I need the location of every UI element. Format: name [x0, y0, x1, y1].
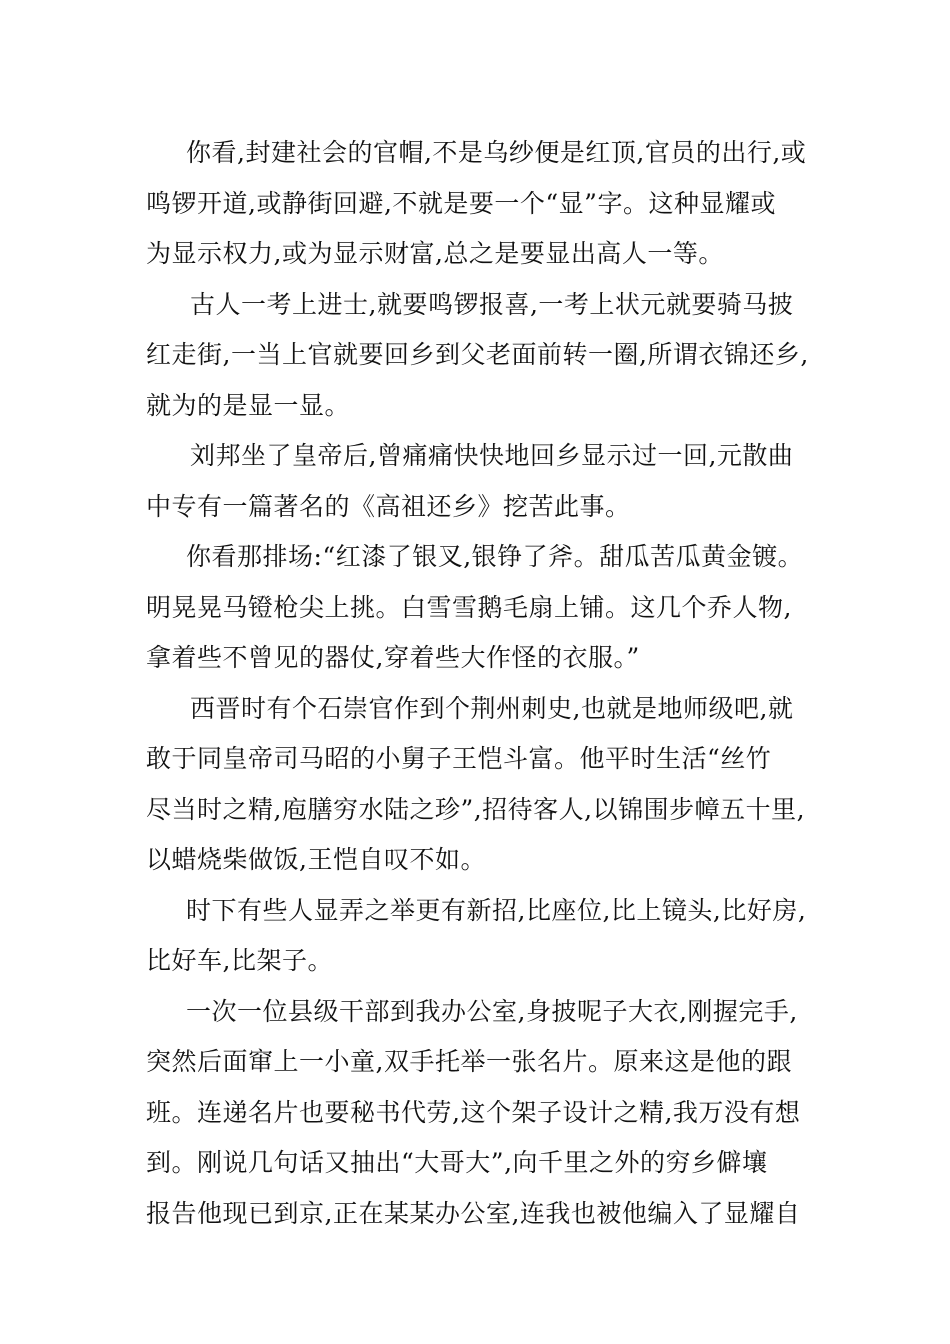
text-line: 敢于同皇帝司马昭的小舅子王恺斗富。他平时生活“丝竹: [146, 744, 772, 773]
text-line: 你看,封建社会的官帽,不是乌纱便是红顶,官员的出行,或: [186, 138, 807, 167]
text-line: 时下有些人显弄之举更有新招,比座位,比上镜头,比好房,: [186, 895, 807, 925]
text-line: 西晋时有个石崇官作到个荆州刺史,也就是地师级吧,就: [190, 693, 794, 723]
text-line: 以蜡烧柴做饭,王恺自叹不如。: [146, 845, 486, 874]
text-line: 拿着些不曾见的器仗,穿着些大作怪的衣服。”: [146, 643, 640, 672]
text-line: 突然后面窜上一小童,双手托举一张名片。原来这是他的跟: [146, 1047, 792, 1076]
text-line: 鸣锣开道,或静街回避,不就是要一个“显”字。这种显耀或: [146, 188, 776, 218]
text-line: 报告他现已到京,正在某某办公室,连我也被他编入了显耀自: [146, 1198, 801, 1228]
text-line: 红走街,一当上官就要回乡到父老面前转一圈,所谓衣锦还乡,: [146, 340, 809, 369]
text-line: 尽当时之精,庖膳穷水陆之珍”,招待客人,以锦围步幛五十里,: [146, 794, 806, 824]
text-line: 一次一位县级干部到我办公室,身披呢子大衣,刚握完手,: [186, 996, 798, 1026]
body-text: [146, 128, 811, 1239]
text-line: 比好车,比架子。: [146, 946, 333, 975]
text-line: 班。连递名片也要秘书代劳,这个架子设计之精,我万没有想: [146, 1097, 801, 1127]
text-line: 为显示权力,或为显示财富,总之是要显出高人一等。: [146, 239, 724, 268]
text-line: 你看那排场:“红漆了银叉,银铮了斧。甜瓜苦瓜黄金镀。: [186, 542, 804, 571]
text-line: 明晃晃马镫枪尖上挑。白雪雪鹅毛扇上铺。这几个乔人物,: [146, 592, 792, 622]
text-line: 古人一考上进士,就要鸣锣报喜,一考上状元就要骑马披: [190, 289, 794, 319]
text-line: 到。刚说几句话又抽出“大哥大”,向千里之外的穷乡僻壤: [146, 1148, 768, 1177]
text-line: 就为的是显一显。: [146, 390, 351, 420]
text-line: 刘邦坐了皇帝后,曾痛痛快快地回乡显示过一回,元散曲: [190, 441, 794, 470]
text-line: 中专有一篇著名的《高祖还乡》挖苦此事。: [146, 491, 631, 521]
